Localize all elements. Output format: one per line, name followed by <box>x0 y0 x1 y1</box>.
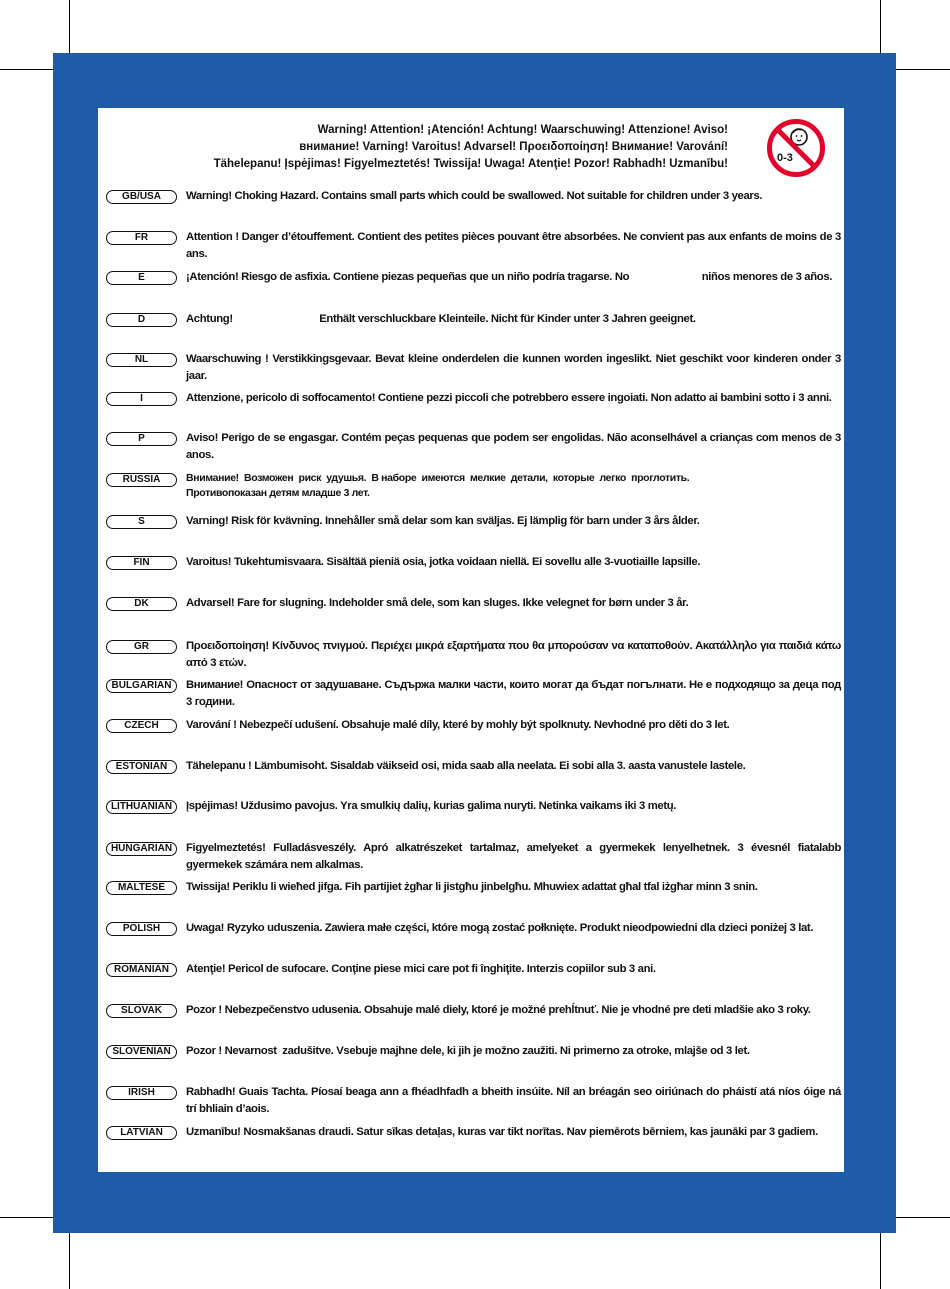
warning-text: Tähelepanu ! Lämbumisoht. Sisaldab väikseid osi, mida saab alla neelata. Ei sobi alla 3. aasta vanustele lastele. <box>186 760 746 772</box>
warning-text: ¡Atención! Riesgo de asfixia. Contiene piezas pequeñas que un niño podría tragarse. No niños menores de 3 años. <box>186 271 833 283</box>
crop-mark <box>69 0 70 53</box>
warning-text: Varning! Risk för kvävning. Innehåller små delar som kan sväljas. Ej lämplig för barn under 3 års ålder. <box>186 515 700 527</box>
country-code-badge: P <box>106 432 177 446</box>
warning-text: Attention ! Danger d’étouffement. Contient des petites pièces pouvant être absorbées. Ne convient pas aux enfants de moins de 3 ans. <box>186 231 841 260</box>
warning-text: Uzmanību! Nosmakšanas draudi. Satur sīkas detaļas, kuras var tikt norītas. Nav piemērots bērniem, kas jaunāki par 3 gadiem. <box>186 1126 818 1138</box>
country-code-badge: FIN <box>106 556 177 570</box>
warning-text: Warning! Choking Hazard. Contains small parts which could be swallowed. Not suitable for children under 3 years. <box>186 190 763 202</box>
country-code-badge: CZECH <box>106 719 177 733</box>
crop-mark <box>0 69 53 70</box>
warning-text <box>186 471 841 501</box>
country-code-badge: HUNGARIAN <box>106 842 177 856</box>
warning-text: Pozor ! Nevarnost zadušitve. Vsebuje majhne dele, ki jih je možno zaužiti. Ni primerno za otroke, mlajše od 3 let. <box>186 1045 750 1057</box>
country-code-badge: GB/USA <box>106 190 177 204</box>
header-warning-line-2: внимание! Varning! Varoitus! Advarsel! Προειδοποίηση! Внимание! Varování! <box>299 141 728 153</box>
crop-mark <box>896 1217 950 1218</box>
country-code-badge: SLOVAK <box>106 1004 177 1018</box>
crop-mark <box>0 1217 53 1218</box>
no-under-3-icon <box>766 118 826 178</box>
country-code-badge: LITHUANIAN <box>106 800 177 814</box>
header-warning-line-3: Tähelepanu! Įspėjimas! Figyelmeztetés! Twissija! Uwaga! Atenţie! Pozor! Rabhadh! Uzmanību! <box>213 158 728 170</box>
country-code-badge: IRISH <box>106 1086 177 1100</box>
warning-text: Pozor ! Nebezpečenstvo udusenia. Obsahuje malé diely, ktoré je možné prehĺtnuť. Nie je vhodné pre deti mladšie ako 3 roky. <box>186 1004 811 1016</box>
crop-mark <box>880 1233 881 1289</box>
age-range-label: 0-3 <box>777 152 793 164</box>
country-code-badge: NL <box>106 353 177 367</box>
crop-mark <box>896 69 950 70</box>
country-code-badge: POLISH <box>106 922 177 936</box>
country-code-badge: ESTONIAN <box>106 760 177 774</box>
country-code-badge: I <box>106 392 177 406</box>
country-code-badge: SLOVENIAN <box>106 1045 177 1059</box>
warning-text: Προειδοποίηση! Κίνδυνος πνιγμού. Περιέχει μικρά εξαρτήματα που θα μπορούσαν να καταποθούν. Ακατάλληλο για παιδιά κάτω από 3 ετών. <box>186 640 841 669</box>
warning-text: Varování ! Nebezpečí udušení. Obsahuje malé díly, které by mohly být spolknuty. Nevhodné pro děti do 3 let. <box>186 719 730 731</box>
warning-text: Achtung! Enthält verschluckbare Kleinteile. Nicht für Kinder unter 3 Jahren geeignet. <box>186 313 696 325</box>
country-code-badge: MALTESE <box>106 881 177 895</box>
warning-text: Attenzione, pericolo di soffocamento! Contiene pezzi piccoli che potrebbero essere ingoiati. Non adatto ai bambini sotto i 3 anni. <box>186 392 832 404</box>
warning-text: Waarschuwing ! Verstikkingsgevaar. Bevat kleine onderdelen die kunnen worden ingeslikt. Niet geschikt voor kinderen onder 3 jaar. <box>186 353 841 382</box>
country-code-badge: GR <box>106 640 177 654</box>
warning-text: Uwaga! Ryzyko uduszenia. Zawiera małe części, które mogą zostać połknięte. Produkt nieodpowiedni dla dzieci poniżej 3 lat. <box>186 922 814 934</box>
country-code-badge: D <box>106 313 177 327</box>
country-code-badge: RUSSIA <box>106 473 177 487</box>
warning-text: Įspėjimas! Uždusimo pavojus. Yra smulkių dalių, kurias galima nuryti. Netinka vaikams iki 3 metų. <box>186 800 677 812</box>
warning-text: Advarsel! Fare for slugning. Indeholder små dele, som kan sluges. Ikke velegnet for børn under 3 år. <box>186 597 689 609</box>
country-code-badge: E <box>106 271 177 285</box>
crop-mark <box>880 0 881 53</box>
warning-text: Rabhadh! Guais Tachta. Píosaí beaga ann a fhéadhfadh a bheith insúite. Níl an bréagán seo oiriúnach do pháistí atá níos óige ná trí bhliain d’aois. <box>186 1086 841 1115</box>
header-warning-line-1: Warning! Attention! ¡Atención! Achtung! Waarschuwing! Attenzione! Aviso! <box>317 124 728 136</box>
warning-text-line: Внимание! Возможен риск удушья. В наборе имеются мелкие детали, которые легко проглотить. <box>186 472 690 484</box>
country-code-badge: LATVIAN <box>106 1126 177 1140</box>
country-code-badge: S <box>106 515 177 529</box>
warning-text: Aviso! Perigo de se engasgar. Contém peças pequenas que podem ser engolidas. Não aconselhável a crianças com menos de 3 anos. <box>186 432 841 461</box>
country-code-badge: DK <box>106 597 177 611</box>
warning-text: Внимание! Опасност от задушаване. Съдържа малки части, които могат да бъдат погълнати. Не е подходящо за деца под 3 години. <box>186 679 841 708</box>
warning-text: Atenţie! Pericol de sufocare. Conţine piese mici care pot fi înghiţite. Interzis copiilor sub 3 ani. <box>186 963 656 975</box>
country-code-badge: BULGARIAN <box>106 679 177 693</box>
warning-text: Figyelmeztetés! Fulladásveszély. Apró alkatrészeket tartalmaz, amelyeket a gyermekek lenyelhetnek. 3 évesnél fiatalabb gyermekek számára nem alkalmas. <box>186 842 841 871</box>
crop-mark <box>69 1233 70 1289</box>
country-code-badge: FR <box>106 231 177 245</box>
warning-text-line: Противопоказан детям младше 3 лет. <box>186 487 370 499</box>
warning-text: Varoitus! Tukehtumisvaara. Sisältää pieniä osia, jotka voidaan niellä. Ei sovellu alle 3-vuotiaille lapsille. <box>186 556 701 568</box>
warning-text: Twissija! Periklu li wieħed jifga. Fih partijiet żgħar li jistgħu jinbelgħu. Mhuwiex adattat għal tfal iżgħar minn 3 snin. <box>186 881 758 893</box>
country-code-badge: ROMANIAN <box>106 963 177 977</box>
